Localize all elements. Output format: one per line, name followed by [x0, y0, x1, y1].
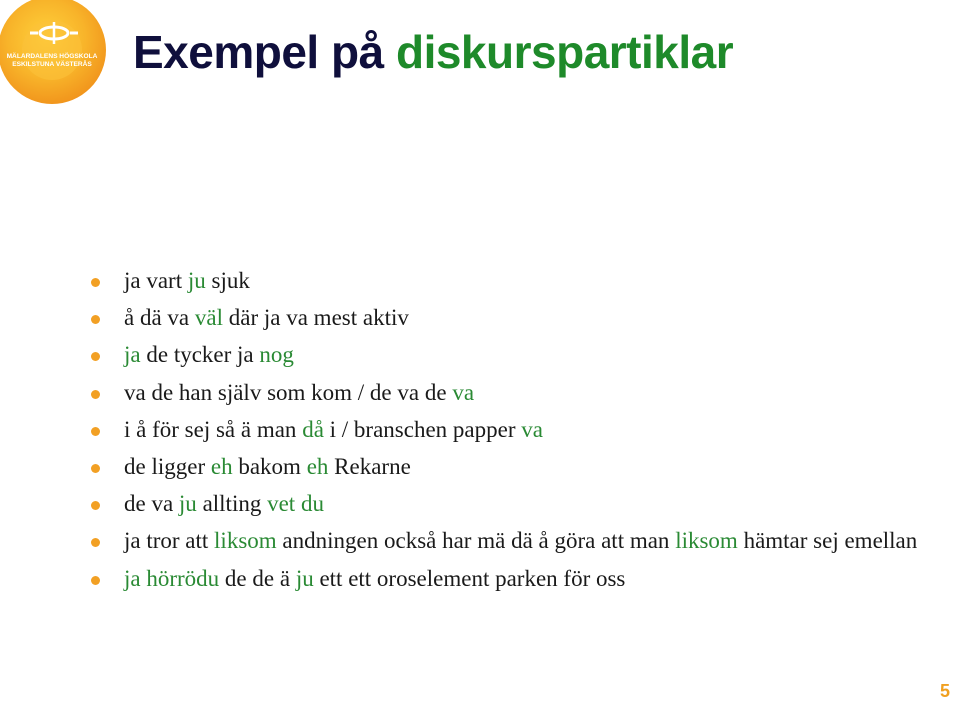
bullet-dot-icon [91, 464, 100, 473]
list-item-text: va de han själv som kom / de va de [124, 379, 453, 405]
bullet-dot-icon [91, 315, 100, 324]
list-item-text: allting [196, 491, 268, 517]
discourse-particle: liksom [675, 528, 738, 554]
list-item-text: ett ett oroselement parken för oss [313, 565, 626, 591]
list-item-text: å dä va [124, 305, 195, 331]
title-part-highlight: diskurspartiklar [395, 26, 734, 78]
discourse-particle: väl [194, 305, 223, 331]
list-item-text: i å för sej så ä man [124, 416, 303, 442]
discourse-particle: vet du [267, 491, 324, 517]
list-item-text: där ja va mest aktiv [223, 305, 409, 331]
list-item-text: hämtar sej emellan [737, 528, 918, 554]
list-item [90, 564, 930, 594]
bullet-dot-icon [91, 352, 100, 361]
bullet-dot-icon [91, 538, 100, 547]
list-item-text: de va [124, 491, 179, 517]
discourse-particle: ju [295, 565, 314, 591]
logo-emblem-icon [0, 0, 122, 104]
list-item [90, 489, 930, 519]
discourse-particle: ju [178, 491, 197, 517]
list-item-text: sjuk [205, 268, 250, 293]
title-part-plain: Exempel på [133, 26, 384, 78]
list-item [90, 378, 930, 408]
list-item-text: de de ä [219, 565, 296, 591]
list-item-text: i / branschen papper [323, 416, 522, 442]
list-item [90, 526, 930, 556]
list-item-text: de ligger [124, 453, 211, 479]
logo-text-line2: ESKILSTUNA VÄSTERÅS [12, 61, 92, 68]
list-item-text: ja vart [124, 268, 188, 293]
list-item-text: bakom [232, 453, 307, 479]
page-number: 5 [939, 681, 950, 701]
discourse-particle: ju [187, 268, 206, 293]
discourse-particle: va [452, 379, 475, 405]
discourse-particle: liksom [214, 528, 277, 554]
list-item [90, 266, 930, 296]
bullet-dot-icon [91, 576, 100, 585]
discourse-particle: ja hörrödu [124, 565, 220, 591]
list-item [90, 415, 930, 445]
list-item-text: Rekarne [328, 453, 411, 479]
discourse-particle: ja [124, 342, 141, 368]
bullet-dot-icon [91, 501, 100, 510]
university-logo [0, 0, 122, 104]
discourse-particle: eh [306, 453, 329, 479]
list-item [90, 340, 930, 370]
list-item-text: andningen också har mä dä å göra att man [276, 528, 676, 554]
example-list [90, 266, 930, 601]
discourse-particle: va [521, 416, 543, 442]
discourse-particle: då [302, 416, 324, 442]
logo-text-line1: MÄLARDALENS HÖGSKOLA [6, 53, 98, 60]
list-item [90, 303, 930, 333]
list-item [90, 452, 930, 482]
bullet-dot-icon [91, 390, 100, 399]
discourse-particle: eh [210, 453, 233, 479]
bullet-dot-icon [91, 278, 100, 287]
bullet-dot-icon [91, 427, 100, 436]
list-item-text: ja tror att [124, 528, 215, 554]
list-item-text: de tycker ja [140, 342, 260, 368]
discourse-particle: nog [259, 342, 294, 368]
page-title [133, 22, 733, 82]
